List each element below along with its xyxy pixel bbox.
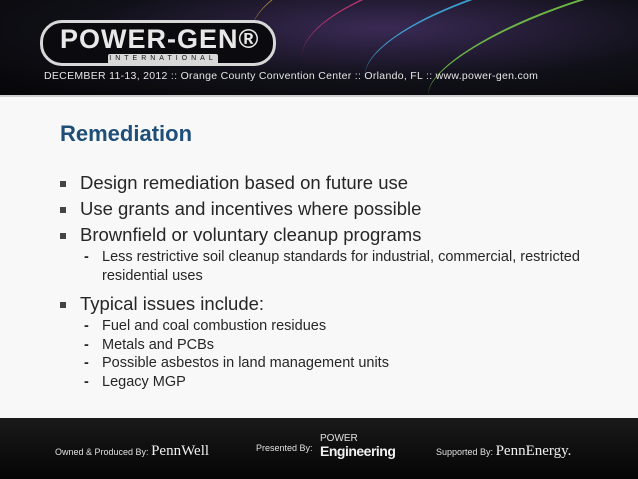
owned-by: Owned & Produced By: PennWell (55, 443, 210, 459)
bullet-icon (60, 181, 66, 187)
event-info: DECEMBER 11-13, 2012 :: Orange County Convention Center :: Orlando, FL :: www.power-gen.com (44, 70, 539, 82)
pennwell-logo: PennWell (151, 443, 210, 459)
sub-list-item: - Fuel and coal combustion residues (84, 318, 327, 334)
bullet-icon (60, 233, 66, 239)
dash-icon: - (84, 373, 89, 390)
header-divider (0, 95, 638, 97)
sub-list-item: - Legacy MGP (84, 373, 186, 390)
logo-subtitle: INTERNATIONAL (109, 55, 217, 62)
bullet-icon (60, 302, 66, 308)
dash-icon: - (84, 336, 89, 353)
dash-icon: - (84, 355, 89, 371)
bullet-icon (60, 207, 66, 213)
dash-icon: - (84, 318, 89, 334)
list-item: Design remediation based on future use (60, 170, 620, 196)
header-banner (0, 0, 638, 95)
presented-by: Presented By: (256, 443, 313, 453)
power-engineering-logo: POWER Engineering (320, 433, 396, 459)
supported-by: Supported By: PennEnergy. (436, 443, 572, 459)
logo-text: POWER-GEN® (60, 24, 260, 54)
sub-list-item: - Possible asbestos in land management units (84, 355, 389, 371)
list-item: Use grants and incentives where possible (60, 196, 620, 222)
sub-list-item: - Metals and PCBs (84, 336, 215, 353)
sub-list-item: - Less restrictive soil cleanup standards for industrial, commercial, restricted residential uses (84, 249, 580, 284)
dash-icon: - (84, 249, 89, 265)
footer-banner (0, 418, 638, 479)
list-item: Typical issues include: - Fuel and coal combustion residues - Metals and PCBs - Possible asbestos in land management units - Legacy MGP (60, 291, 620, 391)
slide-title: Remediation (60, 121, 193, 146)
sub-list (80, 248, 620, 285)
sub-list (80, 317, 620, 391)
list-item: Brownfield or voluntary cleanup programs - Less restrictive soil cleanup standards for industrial, commercial, restricted residential uses (60, 222, 620, 285)
pennenergy-logo: PennEnergy. (495, 443, 572, 459)
bullet-list (60, 170, 620, 397)
